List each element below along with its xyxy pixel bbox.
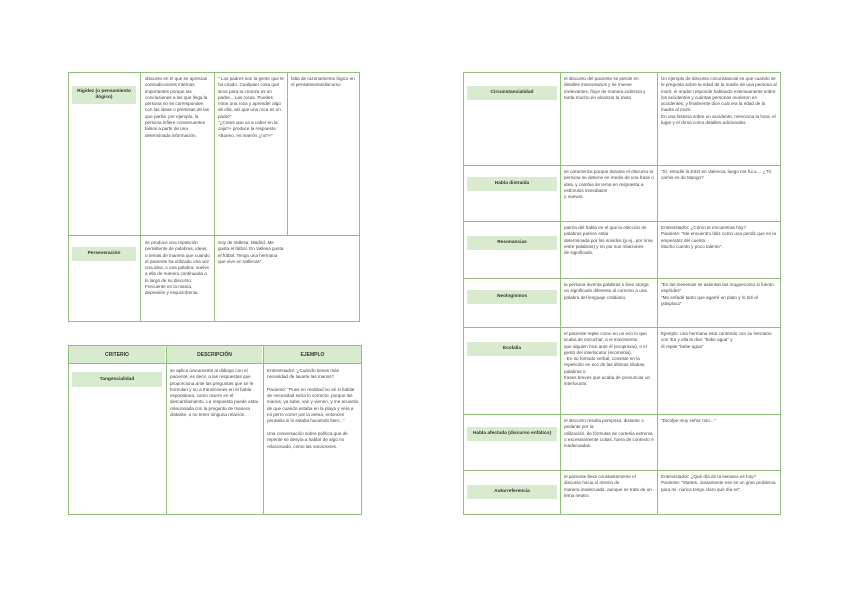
tangencialidad-example: Entrevistador: ¿Cuándo tienes más necesidad de lavarte las manos? Paciente: "Pues en realidad no sé si hablar de necesidad sería lo correcto, porque las manos, ya sabe, van y vienen, y me acuerdo de que cuando estaba en la playa y veía a mi perro correr por la arena, entonces pensaba si lo estaba haciendo bien..." Una conversación sobre política que de repente se desvía a hablar de algo no relacionado, como las vacaciones. xyxy=(267,368,359,449)
ecolalia-example: Ejemplo: una hermana está contendo con su hermano con 'Ea y ella le dice "bebe agua" y él repite "bebe agua" xyxy=(661,331,772,349)
resonancias-description: patrón del habla en el que la elección de palabras parece estar determinada por los sonidos (p.ej., por rima entre palabras) y no por sus relaciones de significado. xyxy=(564,225,653,256)
divider xyxy=(463,278,781,279)
neologismos-label: Neologismos xyxy=(467,290,557,304)
header-ejemplo: EJEMPLO xyxy=(264,346,361,363)
divider xyxy=(463,414,781,415)
tangencialidad-description: se aplica únicamente al diálogo con el paciente, es decir, a las respuestas que proporciona ante las preguntas que se le formulan y no a transiciones en el habla espontánea, como ocurre en el descarrilamiento. La respuesta puede estar relacionada con la pregunta de manera distante, o no tener ninguna relación. xyxy=(170,368,259,418)
divider xyxy=(463,221,781,222)
divider xyxy=(463,327,781,328)
habla-distraida-example: "Sí, estudié la ESO en Valencia, luego me fui a ... ¿Tú carnis es de Mango? xyxy=(661,169,772,181)
rigidez-example: " Los padres son la gente que te ha criado. Cualquier cosa que sirva para tu crianza es un padre... Las rocas. Puedes mirar una roca y aprender algo de ella, así que una roca es un padre" "¿Crees que va a caber en la caja?» produce la respuesta «Bueno, es marrón ¿no?»" xyxy=(218,76,284,138)
autorreferencia-example: Entrevistador: ¿Qué día de la semana es hoy? Paciente: "Martes. Justamente ese es un gran problema para mí, nunca tengo claro qué día es". xyxy=(661,474,776,492)
autorreferencia-description: el paciente lleva constantemente el discurso hacia sí mismo de manera inadecuada, aunque se trate de un tema neutro. xyxy=(564,474,652,498)
resonancias-example: Entrevistador: ¿Cómo te encuentras hoy? Paciente: "Me encuentro feliz como una perdiz que en la emperatriz del cuento. Mucho cuento y poco talento". xyxy=(661,225,777,249)
perseveracion-label: Perseveración xyxy=(72,247,136,261)
rigidez-description: discurso en el que se aprecian contradicciones internas importantes porque las conclusiones a las que llega la persona no se corresponden con las ideas o premisas de las que partía: por ejemplo, la persona infiere consecuentes falsos a partir de una determinada información. xyxy=(145,76,210,138)
ecolalia-description: el paciente repite como en un eco lo que acaba de escuchar, a el movimiento que alguien hice ante él (ecopraxia), o el gesto del interlocutor (ecomimia). - En su formato verbal, consiste en la repetición en eco de las últimas sílabas, palabras o frases breves que acaba de pronunciar un interlocutor. xyxy=(564,331,651,387)
habla-afectada-description: el discurso resulta pomposo, distante o pedante por la utilización, de fórmulas de cortesía extrema o excesivamente cultas, fuera de contexto e inadecuadas. xyxy=(564,418,654,449)
perseveracion-description: se produce una repetición persistente de palabras, ideas, o temas de manera que cuando el paciente ha utilizado una vez una idea, o una palabra, vuelve a ella de manera continuada a lo largo de su discurso. Frecuente en la manía, depresión y esquizofrenia. xyxy=(145,240,210,296)
habla-distraida-label: Habla distraída xyxy=(467,177,557,191)
circunstancialidad-example: Un ejemplo de discurso circunstancial es que cuando se le pregunta sobre la edad de la madre de una persona al morir, el orador responde hablando extensamente sobre los accidentes y cuántas personas murieron en accidentes, y finalmente dice cuál era la edad de la madre al morir. En una historia sobre un accidente, menciona la hora, el lugar y el clima como detalles adicionales. xyxy=(661,76,777,126)
header-criterio: CRITERIO xyxy=(69,346,165,363)
header-descripcion: DESCRIPCIÓN xyxy=(167,346,262,363)
tangencialidad-label: Tangencialidad xyxy=(72,372,162,387)
divider xyxy=(68,363,362,364)
resonancias-label: Resonancias xyxy=(467,236,557,250)
divider xyxy=(463,470,781,471)
neologismos-example: "En las mesenias se asientan las oruguecomo si fueran espírides" "Me enfadé tanto que agarré un plato y lo tiré al plásplaco" xyxy=(661,282,774,306)
divider xyxy=(140,72,141,322)
rigidez-label: Rigidez (o pensamiento ilógico) xyxy=(72,86,136,104)
perseveracion-example: Soy de Vallesa, Madrid. Me gusta el fútbol. En Vallesa gusta el fútbol. Tengo una hermana que vive en Vallecas". xyxy=(218,240,284,264)
habla-distraida-description: se caracteriza porque durante el discurso la persona se detiene en medio de una frase o idea, y cambia de tema en respuesta a estímulos inmediatos y nuevos. xyxy=(564,169,654,200)
habla-afectada-example: "Dícolpe muy señor mío..." xyxy=(661,418,716,423)
autorreferencia-label: Autorreferencia xyxy=(467,485,557,499)
neologismos-description: la persona inventa palabras o bien otorga un significado diferente al correcto a una palabra del lenguaje cotidiano. xyxy=(564,282,649,300)
circunstancialidad-description: el discurso del paciente se pierde en detalles innecesarios y se mueve irrelevantes, fluye de manera indirecta y tarda mucho en alcanzar la meta xyxy=(564,76,646,100)
circunstancialidad-label: Circunstancialidad xyxy=(467,86,557,100)
divider xyxy=(68,235,360,236)
divider xyxy=(463,165,781,166)
rigidez-extra: falta de razonamiento lógico en el pensamiento/discurso xyxy=(291,76,355,88)
ecolalia-label: Ecolalia xyxy=(467,342,557,356)
habla-afectada-label: Habla afectada (discurso enfático) xyxy=(467,427,557,441)
